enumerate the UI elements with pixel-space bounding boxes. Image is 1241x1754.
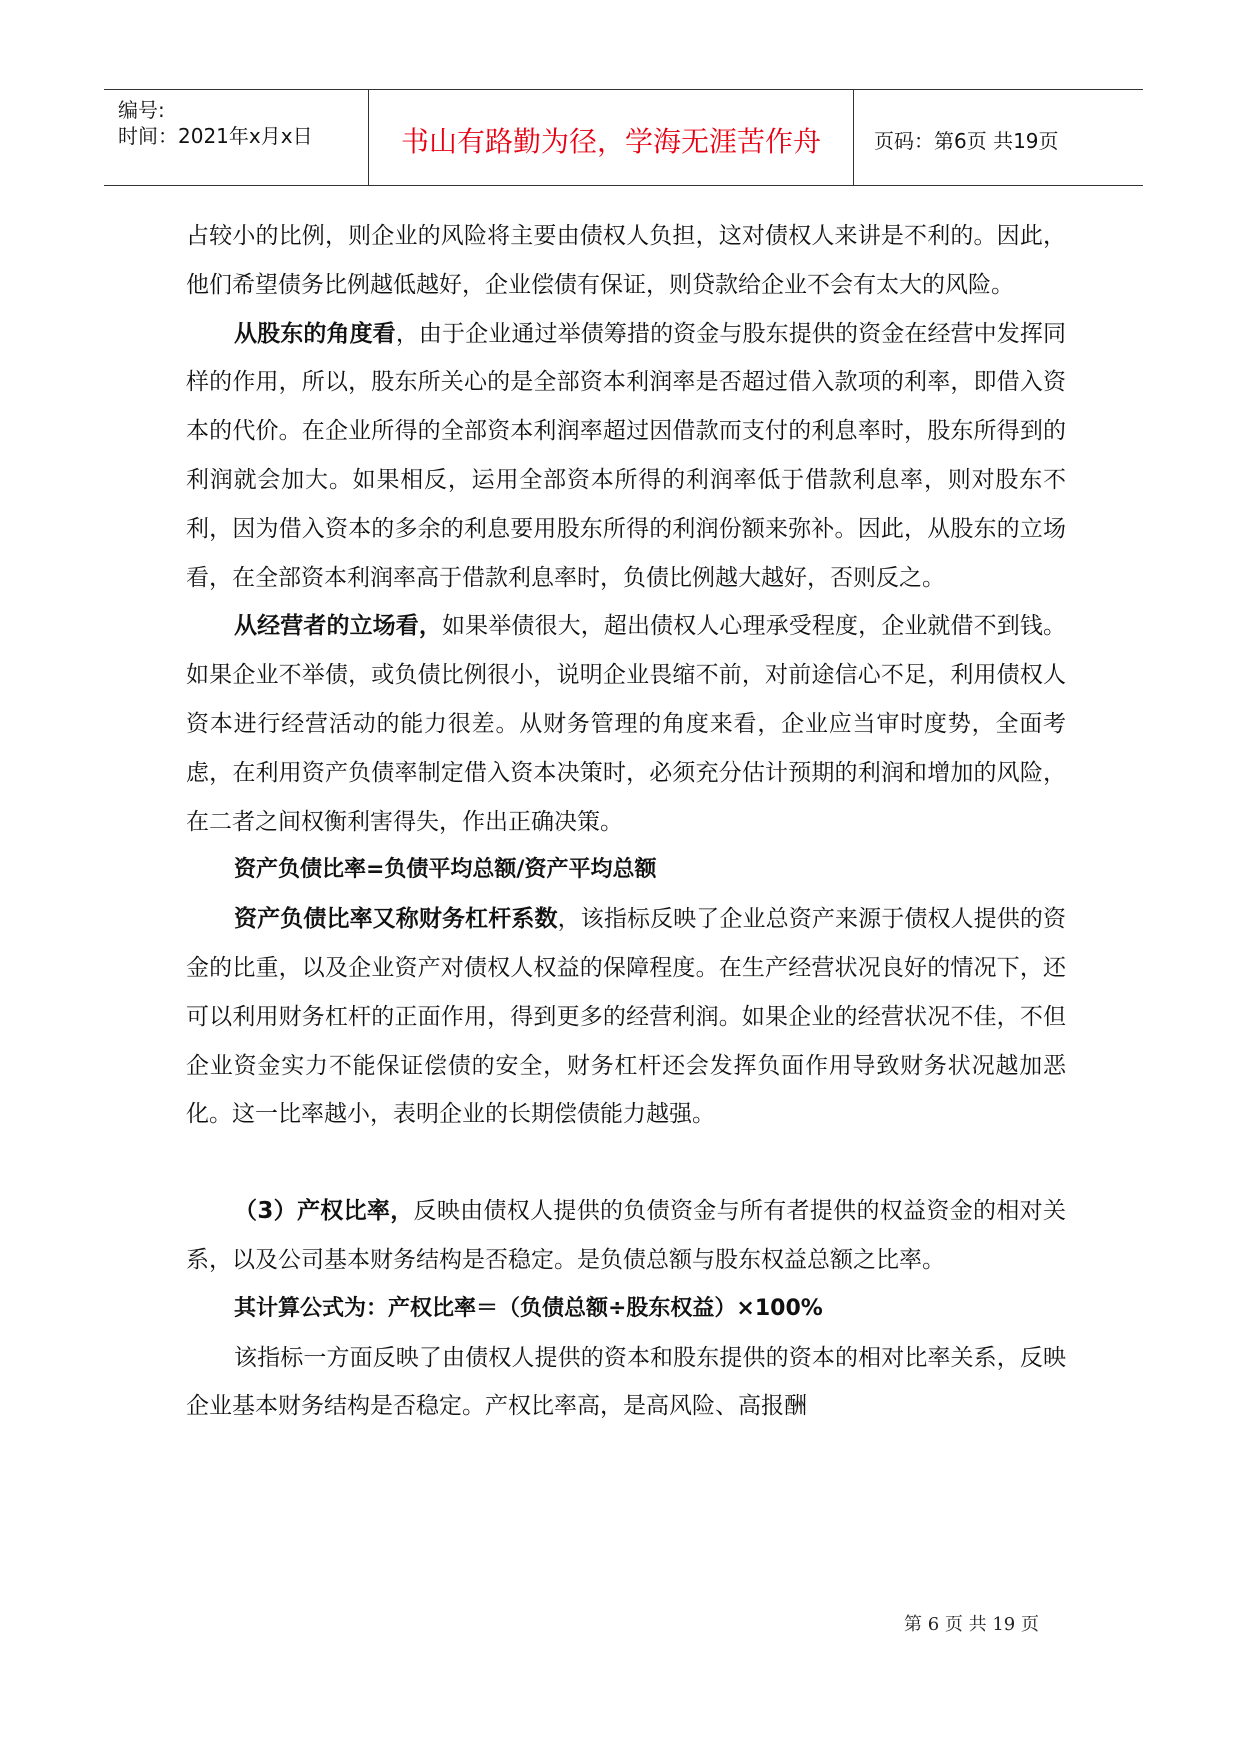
time-label: 时间：2021年x月x日 [118,124,313,148]
page-footer: 第 6 页 共 19 页 [904,1614,1039,1635]
shareholder-heading: 从股东的角度看 [234,320,396,347]
shareholder-text: ，由于企业通过举债筹措的资金与股东提供的资金在经营中发挥同样的作用，所以，股东所关心的是全部资本利润率是否超过借入款项的利率，即借入资本的代价。在企业所得的全部资本利润率超过因借款而支付的利息率时，股东所得到的利润就会加大。如果相反，运用全部资本所得的利润率低于借款利息率，则对股东不利，因为借入资本的多余的利息要用股东所得的利润份额来弥补。因此，从股东的立场看，在全部资本利润率高于借款利息率时，负债比例越大越好，否则反之。 [186,320,1067,591]
header-page-number: 页码：第6页 共19页 [874,129,1059,153]
serial-label: 编号: [118,98,165,122]
header-page-cell [854,90,1143,185]
manager-text: 如果举债很大，超出债权人心理承受程度，企业就借不到钱。如果企业不举债，或负债比例很小，说明企业畏缩不前，对前途信心不足，利用债权人资本进行经营活动的能力很差。从财务管理的角度来看，企业应当审时度势，全面考虑，在利用资产负债率制定借入资本决策时，必须充分估计预期的利润和增加的风险，在二者之间权衡利害得失，作出正确决策。 [186,613,1067,835]
formula-debt-ratio: 资产负债比率=负债平均总额/资产平均总额 [234,857,657,883]
manager-heading: 从经营者的立场看， [234,613,443,640]
motto-text: 书山有路勤为径，学海无涯苦作舟 [400,125,821,158]
equity-ratio-heading: （3）产权比率， [234,1198,414,1225]
blank-line [186,1139,1066,1187]
page-header [104,89,1143,186]
formula-equity-ratio: 其计算公式为：产权比率＝（负债总额÷股东权益）×100% [234,1295,823,1321]
paragraph-leverage [186,895,1066,1139]
equity-ratio-text: 反映由债权人提供的负债资金与所有者提供的权益资金的相对关系，以及公司基本财务结构是否稳定。是负债总额与股东权益总额之比率。 [186,1198,1066,1273]
paragraph-creditor: 占较小的比例，则企业的风险将主要由债权人负担，这对债权人来讲是不利的。因此，他们希望债务比例越低越好，企业偿债有保证，则贷款给企业不会有太大的风险。 [186,223,1066,298]
paragraph-equity-ratio [186,1187,1066,1285]
leverage-text: ，该指标反映了企业总资产来源于债权人提供的资金的比重，以及企业资产对债权人权益的保障程度。在生产经营状况良好的情况下，还可以利用财务杠杆的正面作用，得到更多的经营利润。如果企业的经营状况不佳，不但企业资金实力不能保证偿债的安全，财务杠杆还会发挥负面作用导致财务状况越加恶化。这一比率越小，表明企业的长期偿债能力越强。 [186,906,1067,1128]
header-meta [104,90,368,185]
paragraph-equity-explanation: 该指标一方面反映了由债权人提供的资本和股东提供的资本的相对比率关系，反映企业基本财务结构是否稳定。产权比率高，是高风险、高报酬 [186,1344,1066,1420]
document-body [186,212,1066,1431]
header-motto-cell [368,90,854,185]
paragraph-shareholder [186,310,1066,603]
paragraph-manager [186,602,1066,846]
leverage-heading: 资产负债比率又称财务杠杆系数 [234,906,558,933]
